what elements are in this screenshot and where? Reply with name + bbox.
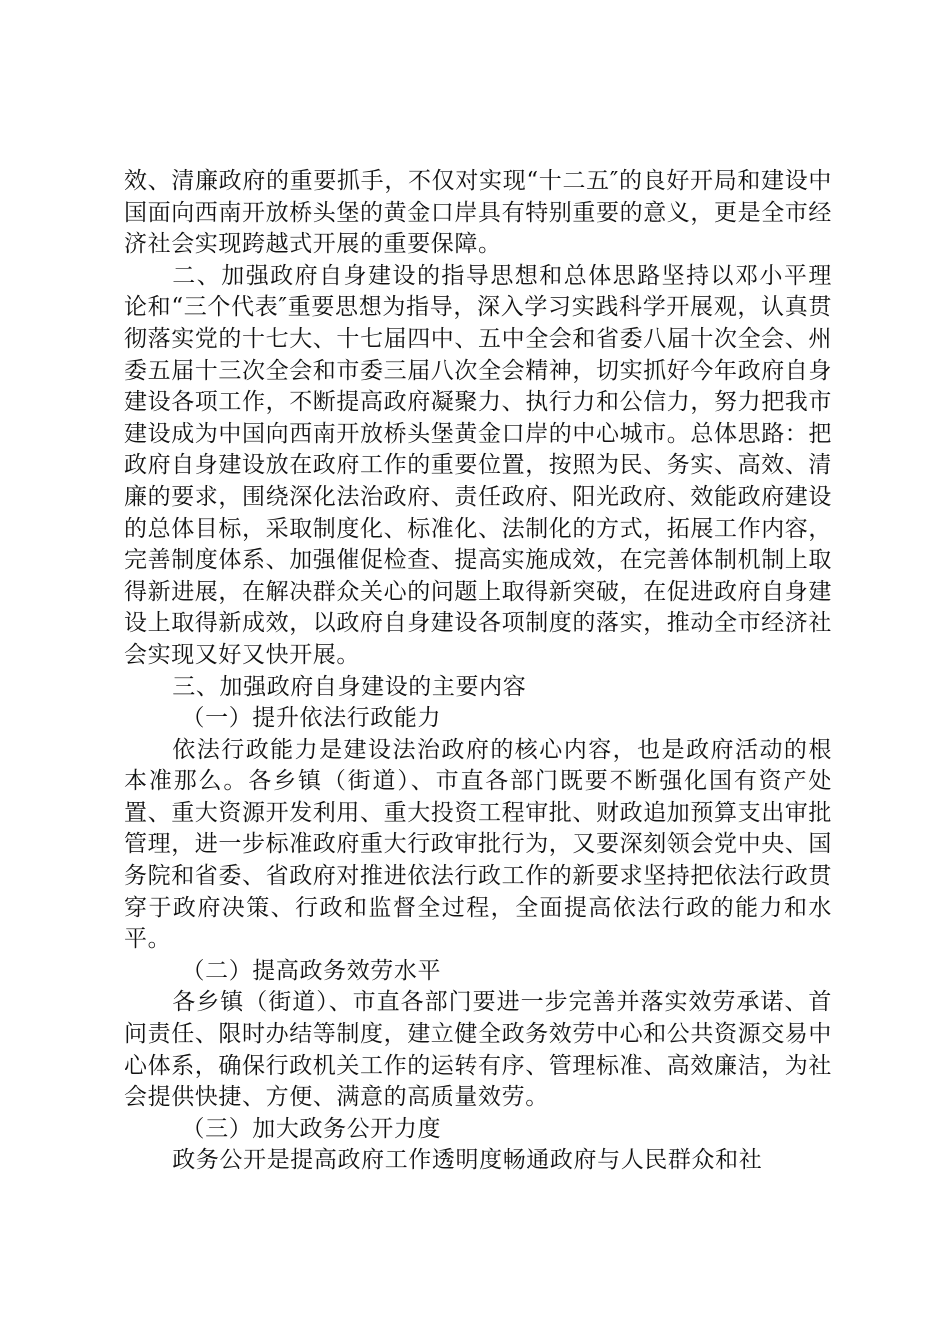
paragraph-continuation: 效、清廉政府的重要抓手，不仅对实现“十二五″的良好开局和建设中国面向西南开放桥头堡的黄金口岸具有特别重要的意义，更是全市经济社会实现跨越式开展的重要保障。	[124, 168, 832, 258]
document-body	[124, 166, 832, 1177]
paragraph-government-openness: 政务公开是提高政府工作透明度畅通政府与人民群众和社	[172, 1147, 763, 1174]
subheading-government-openness: （三）加大政务公开力度	[181, 1115, 442, 1142]
paragraph-government-service: 各乡镇（街道）、市直各部门要进一步完善并落实效劳承诺、首问责任、限时办结等制度，建立健全政务效劳中心和公共资源交易中心体系，确保行政机关工作的运转有序、管理标准、高效廉洁，为社会提供快捷、方便、满意的高质量效劳。	[124, 989, 832, 1111]
subheading-legal-administration: （一）提升依法行政能力	[181, 705, 442, 732]
subheading-government-service: （二）提高政务效劳水平	[181, 957, 442, 984]
paragraph-guiding-ideology: 二、加强政府自身建设的指导思想和总体思路坚持以邓小平理论和“三个代表″重要思想为指导，深入学习实践科学开展观，认真贯彻落实党的十七大、十七届四中、五中全会和省委八届十次全会、州委五届十三次全会和市委三届八次全会精神，切实抓好今年政府自身建设各项工作，不断提高政府凝聚力、执行力和公信力，努力把我市建设成为中国向西南开放桥头堡黄金口岸的中心城市。总体思路：把政府自身建设放在政府工作的重要位置，按照为民、务实、高效、清廉的要求，围绕深化法治政府、责任政府、阳光政府、效能政府建设的总体目标，采取制度化、标准化、法制化的方式，拓展工作内容，完善制度体系、加强催促检查、提高实施成效，在完善体制机制上取得新进展，在解决群众关心的问题上取得新突破，在促进政府自身建设上取得新成效，以政府自身建设各项制度的落实，推动全市经济社会实现又好又快开展。	[124, 262, 832, 668]
paragraph-legal-administration: 依法行政能力是建设法治政府的核心内容，也是政府活动的根本准那么。各乡镇（街道）、市直各部门既要不断强化国有资产处置、重大资源开发利用、重大投资工程审批、财政追加预算支出审批管理，进一步标准政府重大行政审批行为，又要深刻领会党中央、国务院和省委、省政府对推进依法行政工作的新要求坚持把依法行政贯穿于政府决策、行政和监督全过程，全面提高依法行政的能力和水平。	[124, 736, 832, 953]
section-heading-main-content: 三、加强政府自身建设的主要内容	[172, 673, 527, 700]
